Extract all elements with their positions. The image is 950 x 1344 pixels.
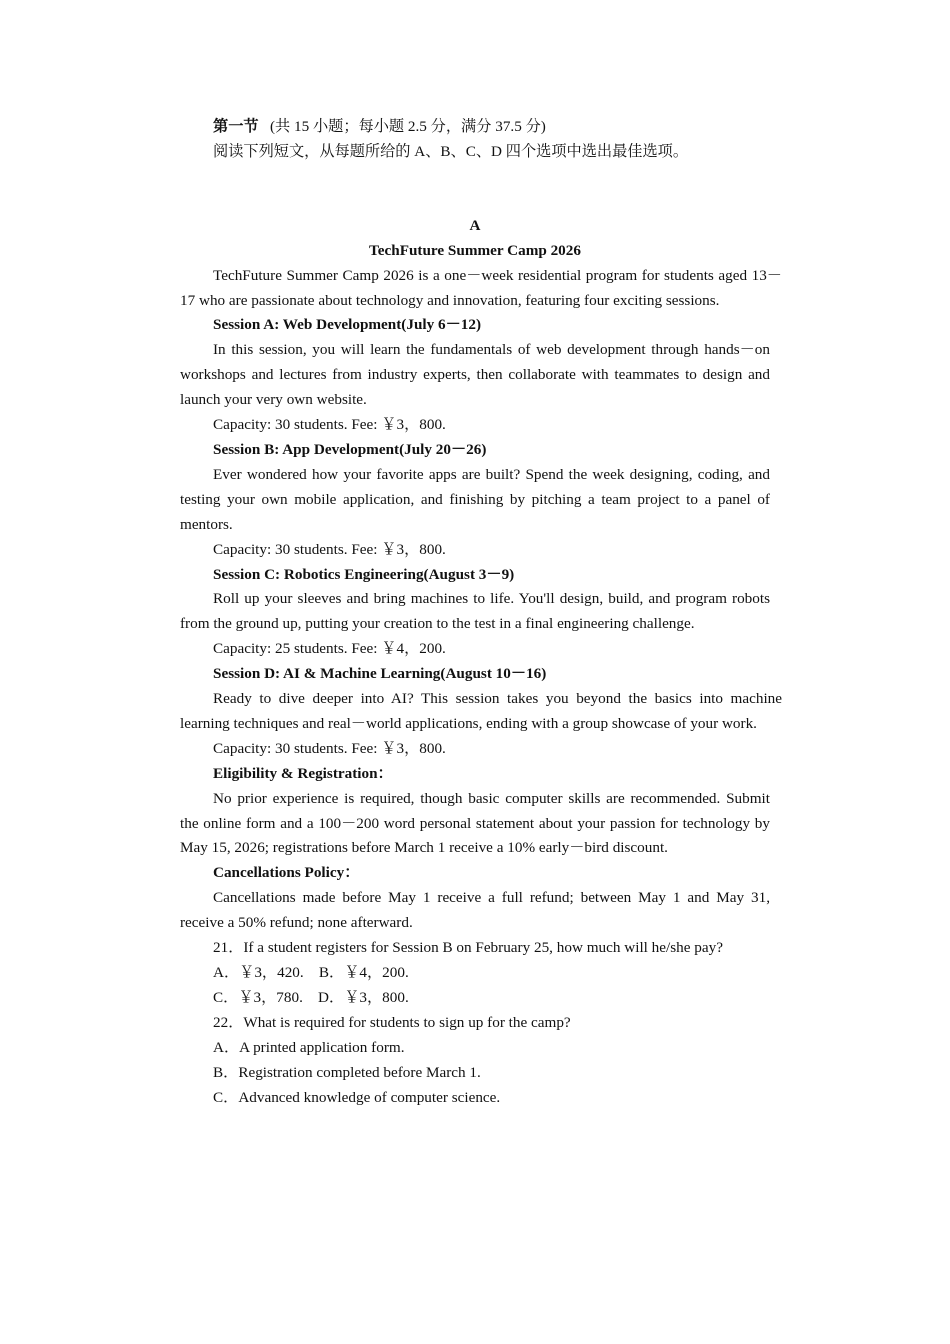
session-capacity: Capacity: 30 students. Fee: ￥3，800. — [213, 416, 446, 434]
session-capacity: Capacity: 25 students. Fee: ￥4，200. — [213, 640, 446, 658]
session-heading: Session C: Robotics Engineering(August 3－9) — [213, 565, 515, 583]
section-heading: 第一节 — [213, 118, 259, 135]
question-options-line: C．￥3，780. D．￥3，800. — [213, 988, 409, 1006]
session-body: Ever wondered how your favorite apps are built? Spend the week designing, coding, and testing your own mobile application, and finishing by pitching a team project to a panel of mentors. — [180, 465, 770, 533]
exam-page — [180, 115, 782, 1110]
passage-intro: TechFuture Summer Camp 2026 is a one－week residential program for students aged 13－17 who are passionate about technology and innovation, featuring four exciting sessions. — [180, 266, 782, 309]
section-heading-note: (共 15 小题；每小题 2.5 分，满分 37.5 分) — [269, 118, 546, 135]
spacer — [180, 165, 770, 214]
eligibility-heading: Eligibility & Registration： — [213, 764, 393, 782]
session-capacity: Capacity: 30 students. Fee: ￥3，800. — [213, 739, 446, 757]
session-capacity: Capacity: 30 students. Fee: ￥3，800. — [213, 540, 446, 558]
question-options-line: A．￥3，420. B．￥4，200. — [213, 964, 409, 981]
question-option: C．Advanced knowledge of computer science. — [213, 1088, 501, 1106]
passage-title: TechFuture Summer Camp 2026 — [369, 241, 581, 259]
session-heading: Session A: Web Development(July 6－12) — [213, 316, 482, 334]
cancellation-heading: Cancellations Policy： — [213, 864, 360, 882]
passage-letter: A — [469, 216, 481, 234]
cancellation-body: Cancellations made before May 1 receive a full refund; between May 1 and May 31, receive a 50% refund; none afterward. — [180, 889, 770, 932]
question-stem: 21．If a student registers for Session B on February 25, how much will he/she pay? — [213, 939, 723, 957]
session-body: Ready to dive deeper into AI? This session takes you beyond the basics into machine learning techniques and real－world applications, ending with a group showcase of your work. — [180, 690, 782, 732]
question-stem: 22．What is required for students to sign up for the camp? — [213, 1013, 571, 1031]
question-option: B．Registration completed before March 1. — [213, 1063, 481, 1081]
session-heading: Session B: App Development(July 20－26) — [213, 440, 487, 458]
session-body: Roll up your sleeves and bring machines to life. You'll design, build, and program robots from the ground up, putting your creation to the test in a final engineering challenge. — [180, 590, 770, 633]
section-instruction: 阅读下列短文，从每题所给的 A、B、C、D 四个选项中选出最佳选项。 — [213, 142, 689, 160]
session-heading: Session D: AI & Machine Learning(August 10－16) — [213, 665, 547, 683]
eligibility-body: No prior experience is required, though basic computer skills are recommended. Submit the online form and a 100－200 word personal statement about your passion for technology by May 15, 2026; registrations before March 1 receive a 10% early－bird discount. — [180, 789, 770, 857]
session-body: In this session, you will learn the fundamentals of web development through hands－on workshops and lectures from industry experts, then collaborate with teammates to design and launch your very own website. — [180, 341, 770, 409]
question-option: A．A printed application form. — [213, 1038, 405, 1056]
section-header — [180, 115, 770, 140]
